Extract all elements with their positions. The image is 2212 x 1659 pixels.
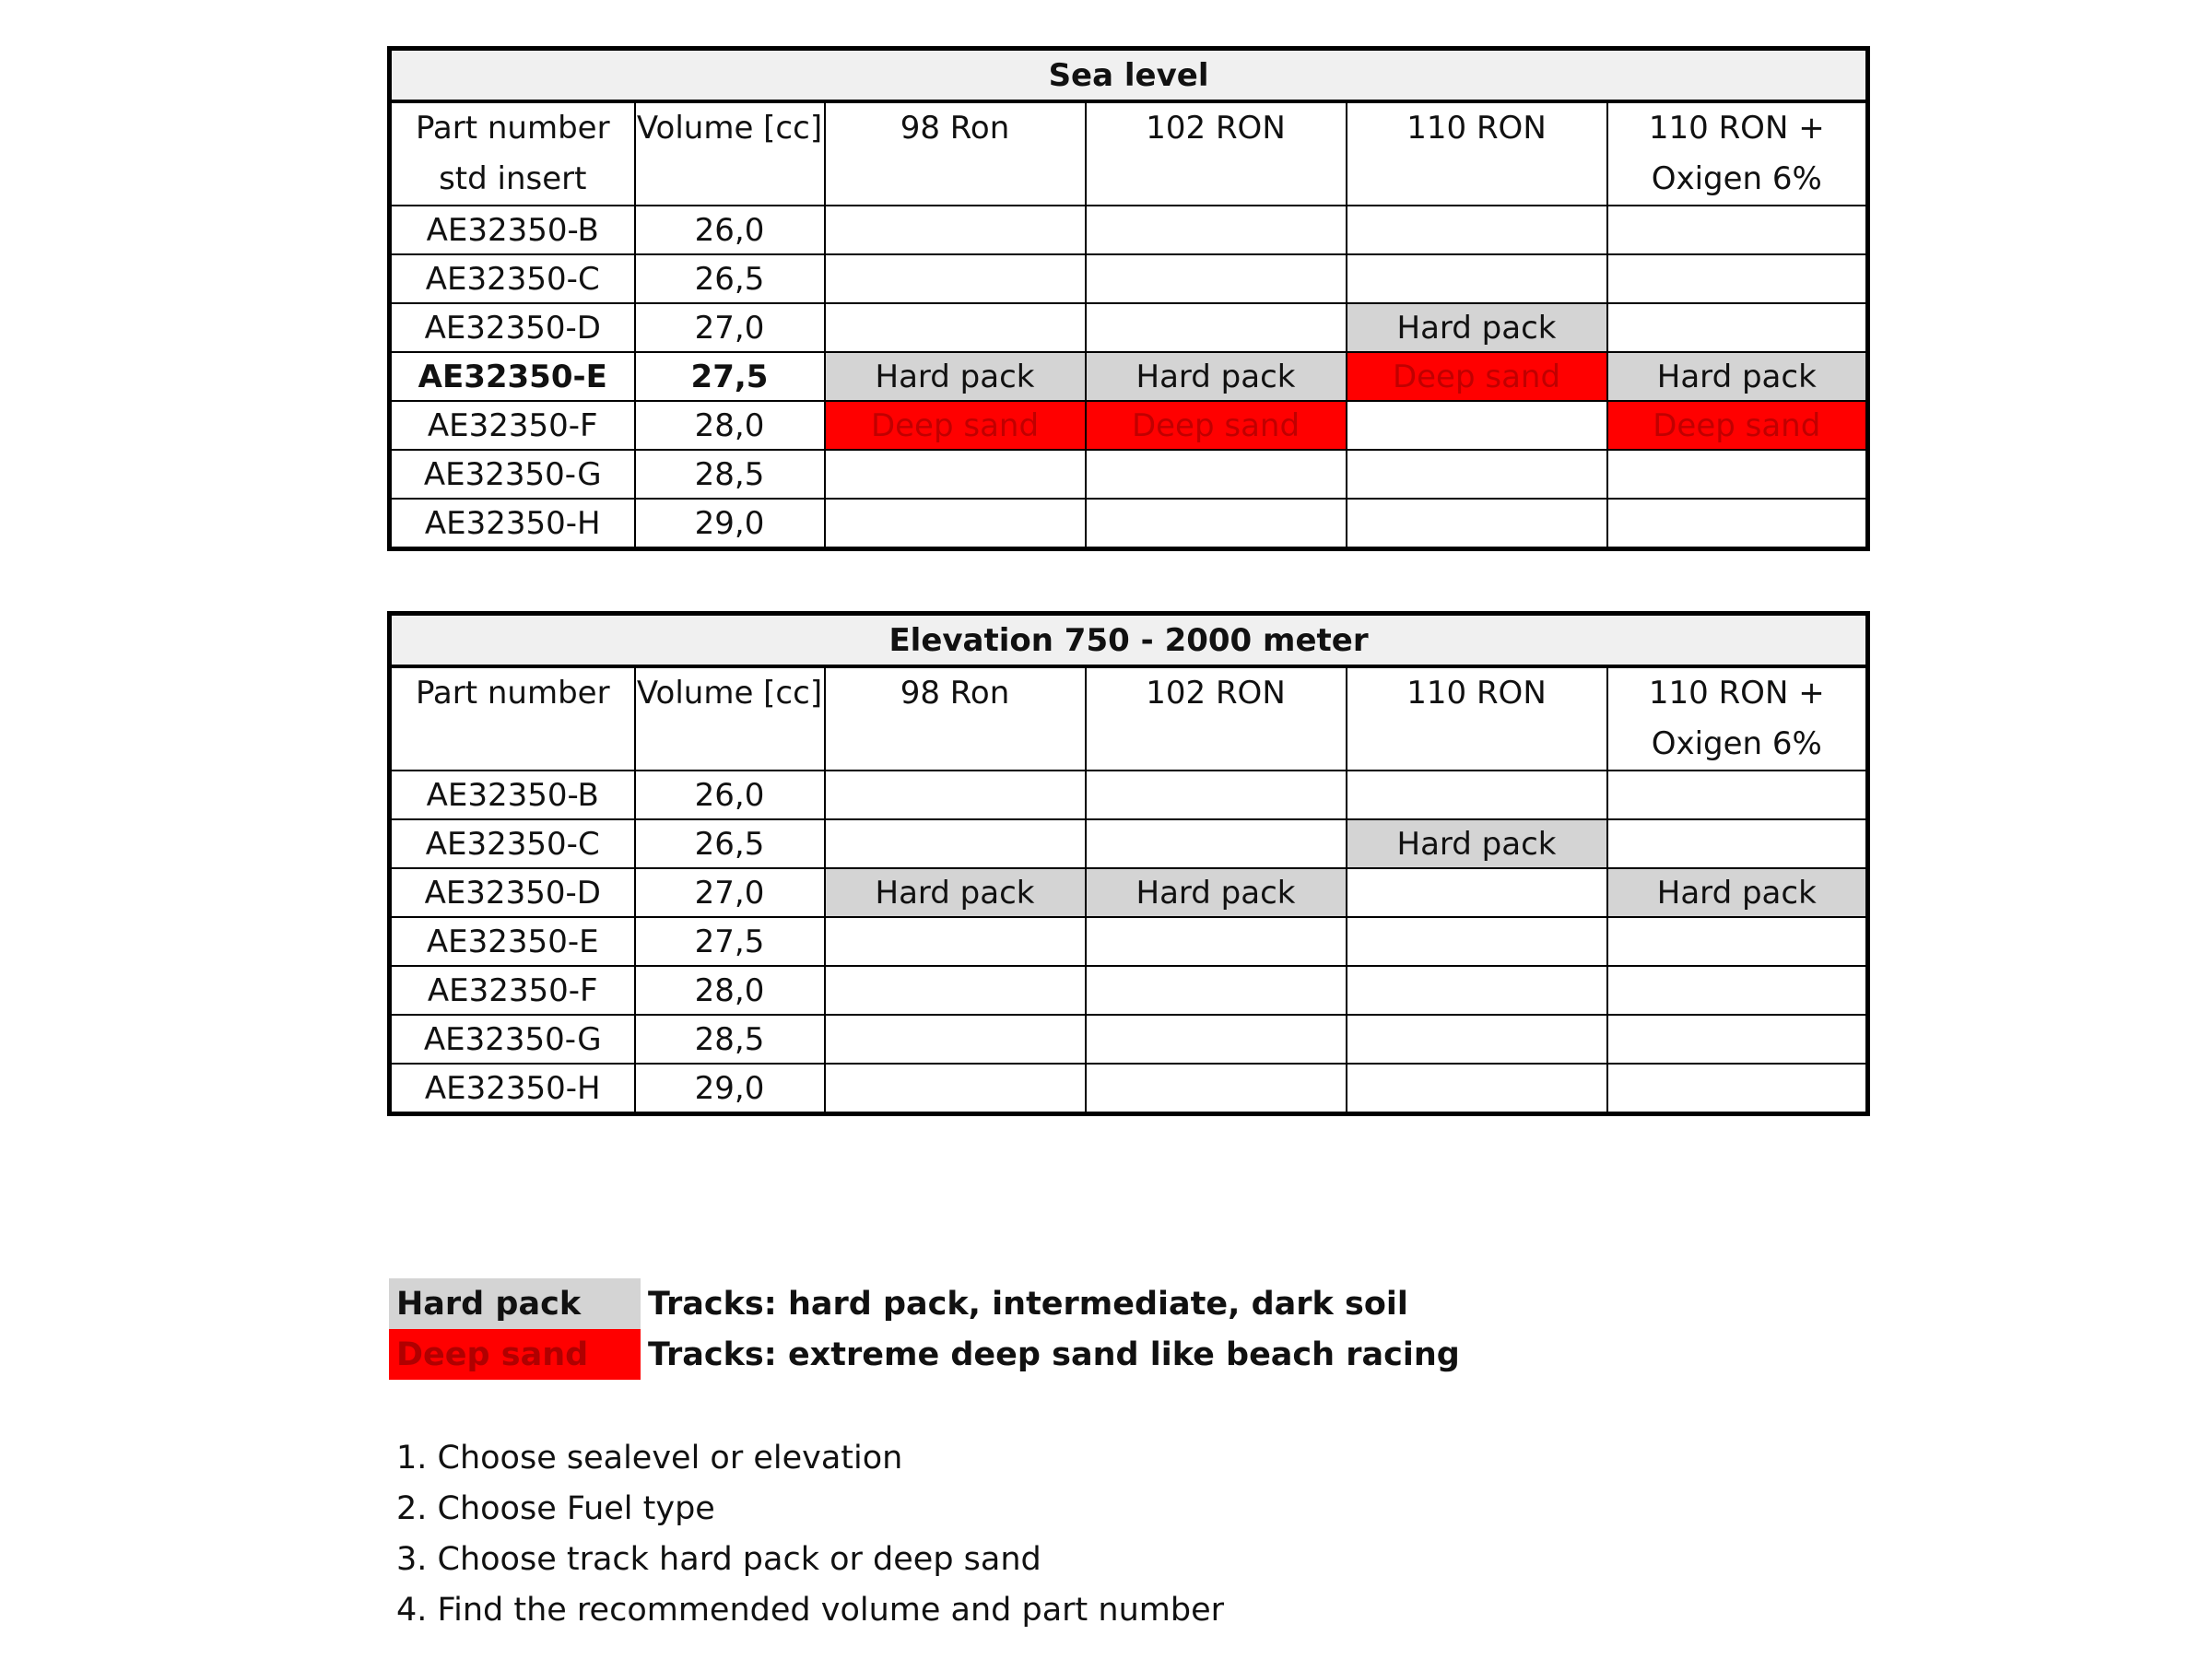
table-title: Sea level [390, 49, 1868, 102]
fuel-recommendation-cell [1347, 401, 1607, 450]
table-row [390, 303, 1868, 352]
elevation-table [387, 611, 1870, 1116]
volume-cell: 27,0 [635, 868, 825, 917]
table-row [390, 254, 1868, 303]
instruction-item: 2. Choose Fuel type [396, 1490, 715, 1527]
fuel-recommendation-cell [825, 819, 1086, 868]
part-number-cell: AE32350-G [390, 450, 635, 499]
table-row [390, 819, 1868, 868]
fuel-recommendation-cell [1607, 1015, 1868, 1064]
fuel-recommendation-cell: Hard pack [1347, 819, 1607, 868]
volume-cell: 28,0 [635, 966, 825, 1015]
part-number-cell: AE32350-D [390, 868, 635, 917]
fuel-recommendation-cell [1607, 303, 1868, 352]
fuel-recommendation-cell [825, 206, 1086, 254]
fuel-recommendation-cell [1086, 819, 1347, 868]
part-number-cell: AE32350-E [390, 917, 635, 966]
instruction-item: 1. Choose sealevel or elevation [396, 1440, 903, 1477]
legend-description: Tracks: hard pack, intermediate, dark soil [648, 1285, 1408, 1323]
fuel-recommendation-cell: Deep sand [1086, 401, 1347, 450]
column-header-110-ron-oxigen: 110 RON + Oxigen 6% [1607, 666, 1868, 771]
fuel-recommendation-cell [825, 917, 1086, 966]
fuel-recommendation-cell [825, 1015, 1086, 1064]
fuel-recommendation-cell [1607, 917, 1868, 966]
fuel-recommendation-cell [1086, 206, 1347, 254]
fuel-recommendation-cell [1086, 303, 1347, 352]
legend-description: Tracks: extreme deep sand like beach racing [648, 1335, 1460, 1373]
table-row [390, 352, 1868, 401]
legend-item-deep-sand [389, 1329, 1460, 1380]
volume-cell: 27,0 [635, 303, 825, 352]
fuel-recommendation-cell [825, 254, 1086, 303]
column-header-part-number: Part number [390, 666, 635, 771]
fuel-recommendation-cell [1086, 917, 1347, 966]
fuel-recommendation-cell: Hard pack [1607, 868, 1868, 917]
legend-swatch-hard-pack: Hard pack [389, 1278, 641, 1329]
instructions-list [396, 1433, 1224, 1636]
fuel-recommendation-cell [1347, 450, 1607, 499]
volume-cell: 28,5 [635, 450, 825, 499]
volume-cell: 29,0 [635, 1064, 825, 1114]
fuel-recommendation-cell: Hard pack [1086, 868, 1347, 917]
table-row [390, 1064, 1868, 1114]
part-number-cell: AE32350-F [390, 401, 635, 450]
table-body [390, 206, 1868, 549]
fuel-recommendation-cell [1086, 450, 1347, 499]
fuel-recommendation-cell [1347, 868, 1607, 917]
volume-cell: 26,0 [635, 771, 825, 819]
fuel-recommendation-cell [1347, 917, 1607, 966]
fuel-recommendation-cell: Hard pack [1086, 352, 1347, 401]
column-header-volume: Volume [cc] [635, 666, 825, 771]
part-number-cell: AE32350-G [390, 1015, 635, 1064]
column-header-110-ron: 110 RON [1347, 666, 1607, 771]
table-row [390, 499, 1868, 549]
instruction-item: 3. Choose track hard pack or deep sand [396, 1541, 1041, 1578]
part-number-cell: AE32350-B [390, 206, 635, 254]
part-number-cell: AE32350-B [390, 771, 635, 819]
fuel-recommendation-cell [1607, 1064, 1868, 1114]
column-header-98-ron: 98 Ron [825, 101, 1086, 206]
volume-cell: 29,0 [635, 499, 825, 549]
fuel-recommendation-cell [1086, 254, 1347, 303]
fuel-recommendation-cell [1607, 254, 1868, 303]
fuel-recommendation-cell [1607, 819, 1868, 868]
column-header-110-ron: 110 RON [1347, 101, 1607, 206]
fuel-recommendation-cell [1347, 206, 1607, 254]
fuel-recommendation-cell [825, 771, 1086, 819]
column-header-110-ron-oxigen: 110 RON + Oxigen 6% [1607, 101, 1868, 206]
fuel-recommendation-cell: Hard pack [1347, 303, 1607, 352]
fuel-recommendation-cell: Hard pack [1607, 352, 1868, 401]
part-number-cell: AE32350-F [390, 966, 635, 1015]
part-number-cell: AE32350-H [390, 499, 635, 549]
table-row [390, 966, 1868, 1015]
instruction-item: 4. Find the recommended volume and part number [396, 1592, 1224, 1629]
fuel-recommendation-cell [825, 966, 1086, 1015]
fuel-recommendation-cell [1607, 771, 1868, 819]
fuel-recommendation-cell: Deep sand [825, 401, 1086, 450]
volume-cell: 26,0 [635, 206, 825, 254]
part-number-cell: AE32350-C [390, 254, 635, 303]
volume-cell: 27,5 [635, 917, 825, 966]
table-row [390, 206, 1868, 254]
fuel-recommendation-cell [1347, 254, 1607, 303]
fuel-recommendation-cell [1086, 1015, 1347, 1064]
fuel-recommendation-cell [1347, 771, 1607, 819]
fuel-recommendation-cell [1086, 771, 1347, 819]
fuel-recommendation-cell [825, 450, 1086, 499]
fuel-recommendation-cell [1607, 966, 1868, 1015]
fuel-recommendation-cell [1347, 966, 1607, 1015]
fuel-recommendation-cell [1086, 1064, 1347, 1114]
fuel-recommendation-cell [1347, 1064, 1607, 1114]
fuel-recommendation-cell: Deep sand [1347, 352, 1607, 401]
table-row [390, 868, 1868, 917]
table-row [390, 401, 1868, 450]
fuel-recommendation-cell [825, 303, 1086, 352]
fuel-recommendation-cell: Deep sand [1607, 401, 1868, 450]
fuel-recommendation-cell: Hard pack [825, 352, 1086, 401]
column-header-volume: Volume [cc] [635, 101, 825, 206]
fuel-recommendation-cell [1607, 450, 1868, 499]
part-number-cell: AE32350-H [390, 1064, 635, 1114]
part-number-cell: AE32350-D [390, 303, 635, 352]
table-row [390, 771, 1868, 819]
volume-cell: 28,5 [635, 1015, 825, 1064]
fuel-recommendation-cell: Hard pack [825, 868, 1086, 917]
volume-cell: 28,0 [635, 401, 825, 450]
fuel-recommendation-cell [825, 499, 1086, 549]
table-row [390, 917, 1868, 966]
fuel-recommendation-cell [1347, 1015, 1607, 1064]
legend-swatch-deep-sand: Deep sand [389, 1329, 641, 1380]
table-body [390, 771, 1868, 1114]
sea-level-table [387, 46, 1870, 551]
volume-cell: 26,5 [635, 819, 825, 868]
part-number-cell: AE32350-E [390, 352, 635, 401]
volume-cell: 26,5 [635, 254, 825, 303]
fuel-recommendation-cell [1347, 499, 1607, 549]
fuel-recommendation-cell [1086, 499, 1347, 549]
column-header-102-ron: 102 RON [1086, 666, 1347, 771]
fuel-recommendation-cell [825, 1064, 1086, 1114]
legend [389, 1278, 1460, 1380]
table-title: Elevation 750 - 2000 meter [390, 614, 1868, 667]
table-row [390, 450, 1868, 499]
fuel-recommendation-cell [1607, 206, 1868, 254]
table-row [390, 1015, 1868, 1064]
fuel-recommendation-cell [1607, 499, 1868, 549]
column-header-part-number: Part number std insert [390, 101, 635, 206]
part-number-cell: AE32350-C [390, 819, 635, 868]
volume-cell: 27,5 [635, 352, 825, 401]
column-header-98-ron: 98 Ron [825, 666, 1086, 771]
column-header-102-ron: 102 RON [1086, 101, 1347, 206]
legend-item-hard-pack [389, 1278, 1460, 1329]
fuel-recommendation-cell [1086, 966, 1347, 1015]
